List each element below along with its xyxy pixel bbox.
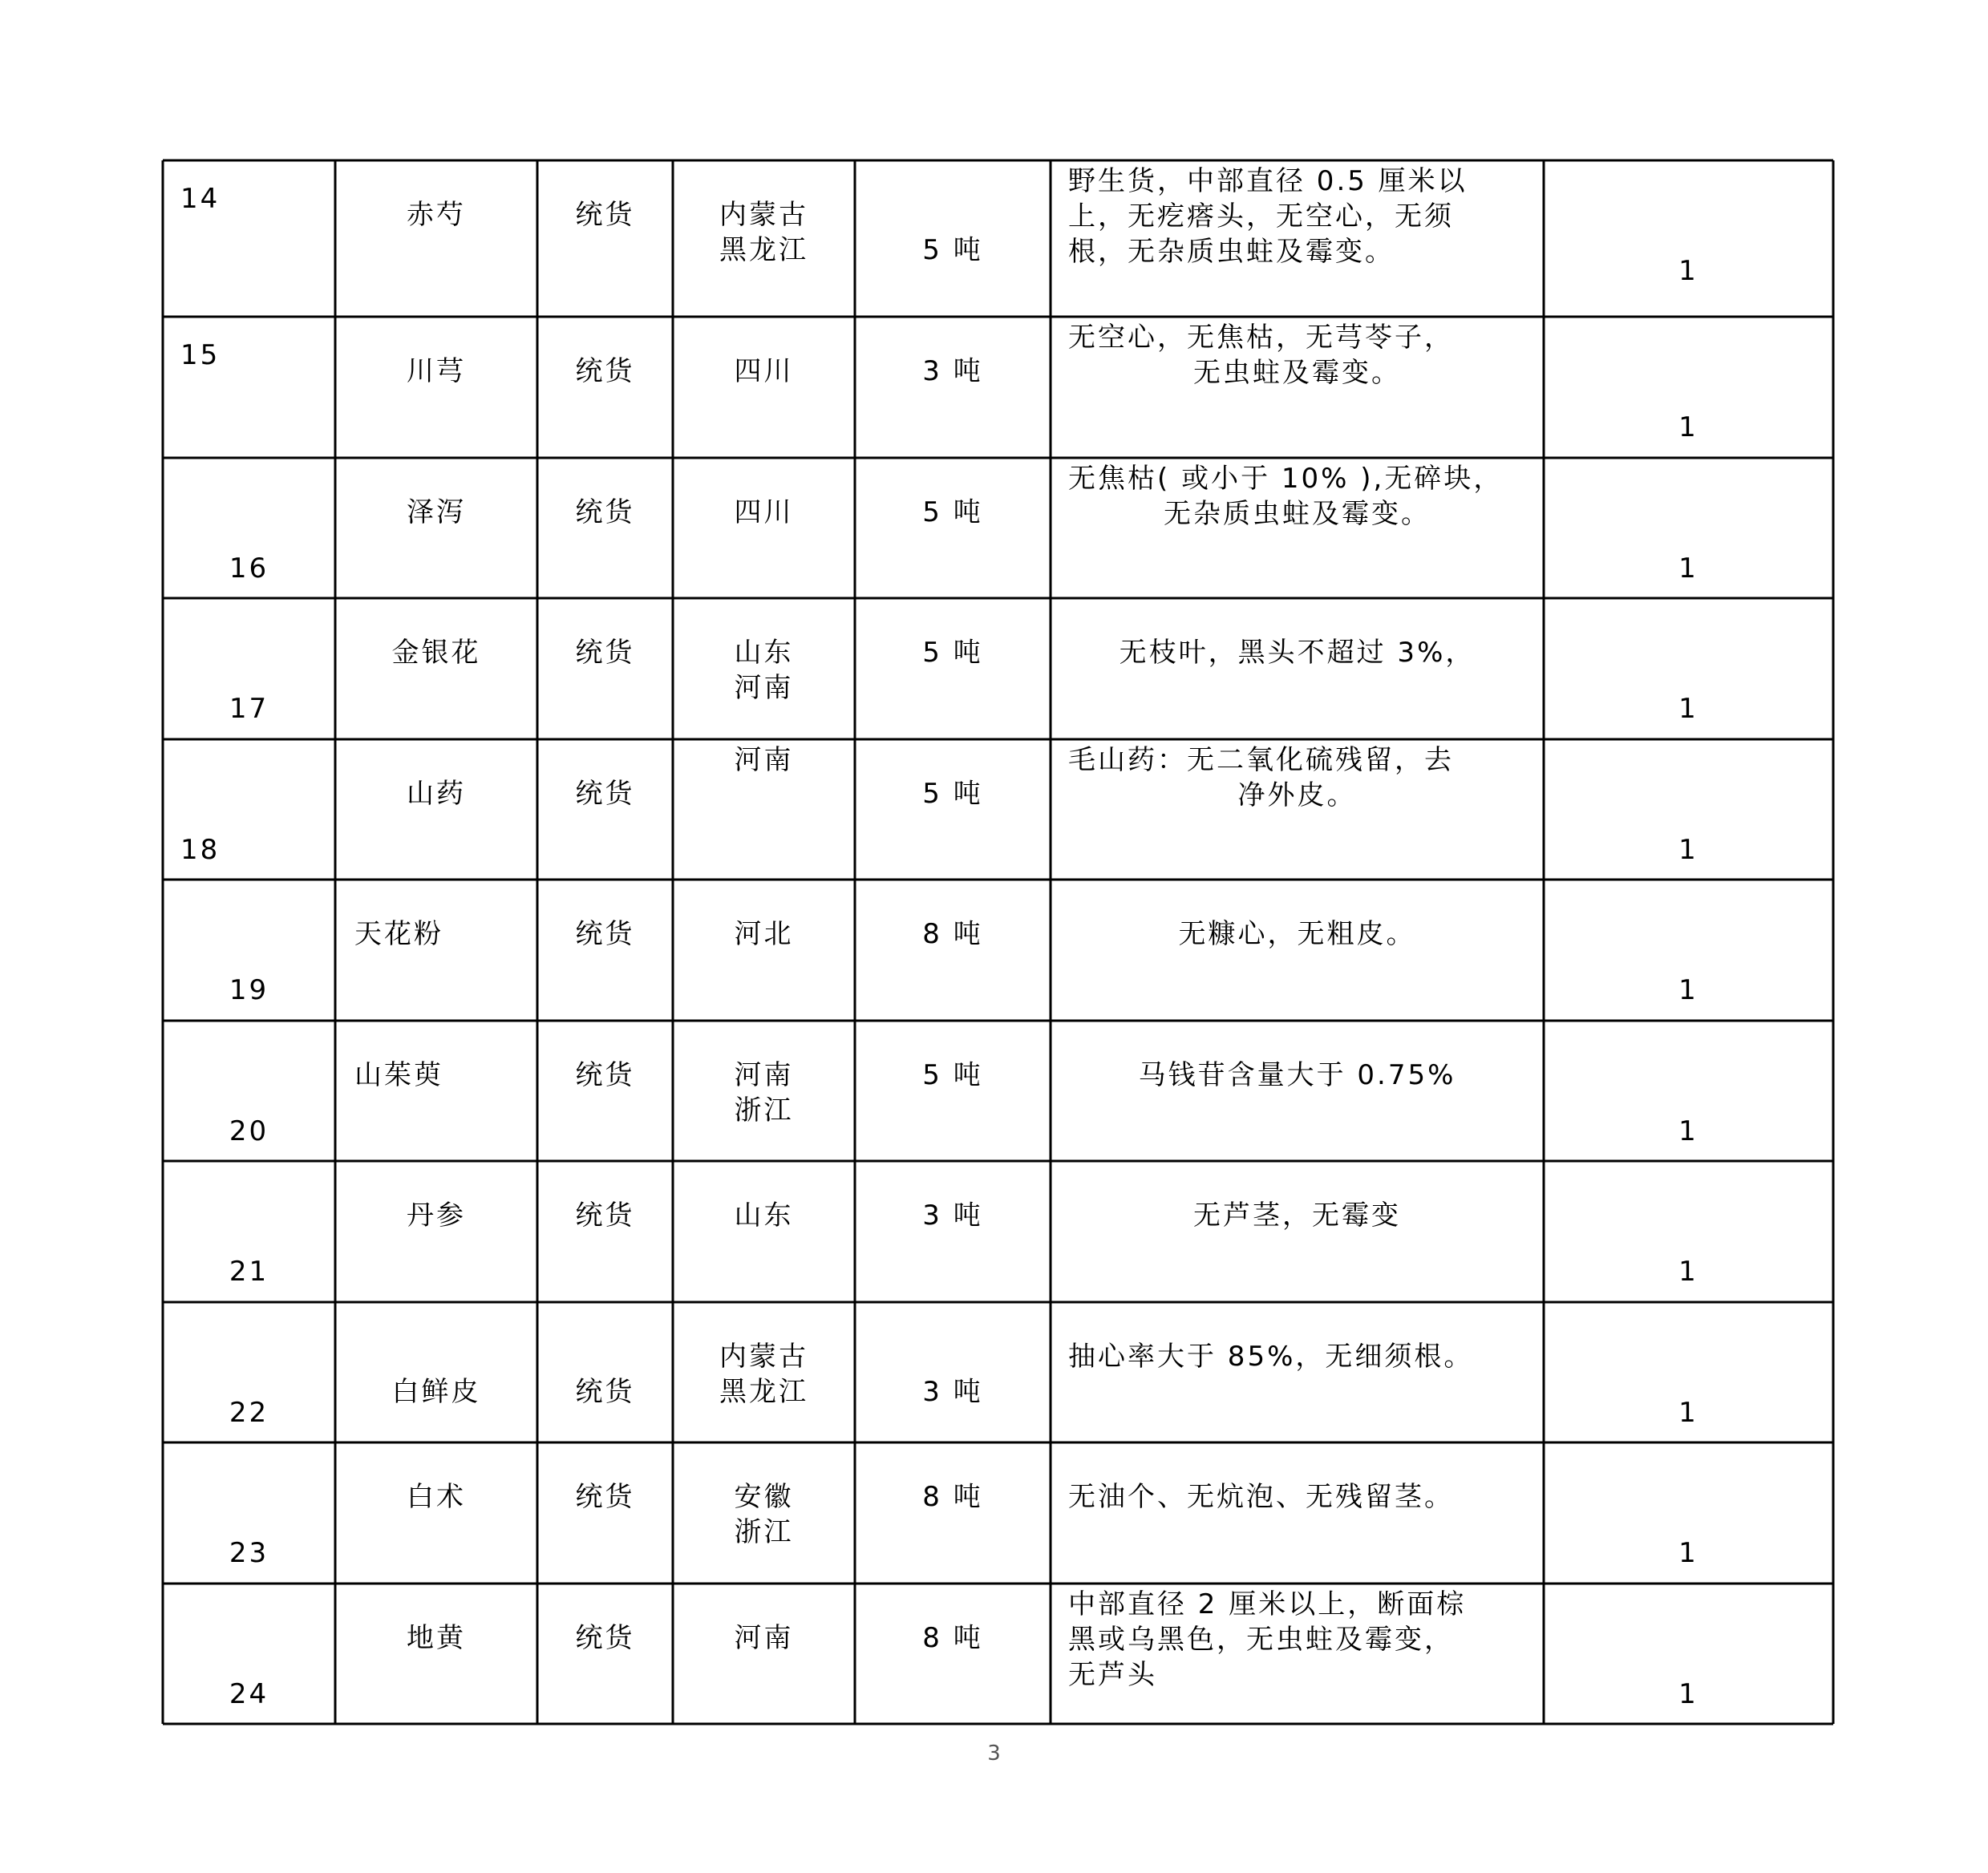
origin: 河南 (734, 744, 794, 776)
quantity: 3 吨 (922, 1376, 983, 1408)
quantity: 8 吨 (922, 1481, 983, 1513)
count: 1 (1678, 834, 1699, 866)
herb-name: 山药 (407, 778, 466, 810)
quality-requirement: 中部直径 2 厘米以上，断面棕 (1068, 1588, 1467, 1620)
quantity: 3 吨 (922, 355, 983, 387)
count: 1 (1678, 1256, 1699, 1288)
grade: 统货 (575, 1376, 635, 1408)
origin: 黑龙江 (719, 234, 808, 266)
row-index: 14 (180, 183, 221, 215)
herb-name: 山茱萸 (354, 1059, 443, 1091)
row-index: 15 (180, 339, 221, 371)
quantity: 3 吨 (922, 1199, 983, 1232)
count: 1 (1678, 1397, 1699, 1429)
count: 1 (1678, 1678, 1699, 1710)
herb-name: 赤芍 (407, 199, 466, 231)
grade: 统货 (575, 1481, 635, 1513)
quality-requirement: 无糠心，无粗皮。 (1178, 918, 1416, 950)
origin: 山东 (734, 1199, 794, 1232)
grade: 统货 (575, 918, 635, 950)
origin: 河北 (734, 918, 794, 950)
count: 1 (1678, 974, 1699, 1006)
herb-name: 川芎 (407, 355, 466, 387)
origin: 浙江 (734, 1516, 794, 1548)
quality-requirement: 无杂质虫蛀及霉变。 (1164, 498, 1431, 530)
quality-requirement: 根，无杂质虫蛀及霉变。 (1068, 236, 1395, 268)
herb-name: 金银花 (391, 637, 481, 669)
grade: 统货 (575, 496, 635, 528)
quality-requirement: 无焦枯( 或小于 10% ),无碎块， (1068, 463, 1504, 495)
quality-requirement: 上，无疙瘩头，无空心，无须 (1068, 200, 1454, 233)
page-number: 3 (987, 1742, 1001, 1766)
herb-name: 丹参 (407, 1199, 466, 1232)
quantity: 5 吨 (922, 637, 983, 669)
quality-requirement: 黑或乌黑色，无虫蛀及霉变， (1068, 1624, 1454, 1656)
count: 1 (1678, 255, 1699, 287)
origin: 黑龙江 (719, 1376, 808, 1408)
count: 1 (1678, 1115, 1699, 1147)
count: 1 (1678, 693, 1699, 725)
row-index: 23 (229, 1537, 269, 1569)
count: 1 (1678, 411, 1699, 443)
row-index: 21 (229, 1256, 269, 1288)
quality-requirement: 抽心率大于 85%，无细须根。 (1068, 1341, 1474, 1373)
quality-requirement: 野生货，中部直径 0.5 厘米以 (1068, 165, 1468, 197)
quantity: 5 吨 (922, 496, 983, 528)
quality-requirement: 毛山药：无二氧化硫残留，去 (1068, 744, 1454, 776)
quality-requirement: 无虫蛀及霉变。 (1193, 357, 1401, 389)
row-index: 22 (229, 1397, 269, 1429)
count: 1 (1678, 552, 1699, 585)
row-index: 16 (229, 552, 269, 585)
quantity: 8 吨 (922, 918, 983, 950)
origin: 浙江 (734, 1094, 794, 1127)
quality-requirement: 无空心，无焦枯，无芎苓子， (1068, 322, 1454, 354)
quality-requirement: 无芦头 (1068, 1659, 1157, 1691)
quantity: 5 吨 (922, 234, 983, 266)
row-index: 19 (229, 974, 269, 1006)
row-index: 24 (229, 1678, 269, 1710)
row-index: 20 (229, 1115, 269, 1147)
grade: 统货 (575, 199, 635, 231)
origin: 河南 (734, 1622, 794, 1654)
origin: 四川 (734, 496, 794, 528)
grade: 统货 (575, 778, 635, 810)
herb-name: 白术 (407, 1481, 466, 1513)
quality-requirement: 无枝叶，黑头不超过 3%， (1119, 637, 1476, 669)
origin: 内蒙古 (719, 199, 808, 231)
row-index: 17 (229, 693, 269, 725)
quality-requirement: 无芦茎，无霉变 (1193, 1199, 1401, 1232)
count: 1 (1678, 1537, 1699, 1569)
quantity: 5 吨 (922, 778, 983, 810)
origin: 河南 (734, 672, 794, 704)
origin: 四川 (734, 355, 794, 387)
herb-name: 地黄 (407, 1622, 466, 1654)
origin: 河南 (734, 1059, 794, 1091)
herb-name: 天花粉 (354, 918, 443, 950)
grade: 统货 (575, 1622, 635, 1654)
herb-name: 白鲜皮 (391, 1376, 481, 1408)
herb-name: 泽泻 (407, 496, 466, 528)
quality-requirement: 净外皮。 (1237, 779, 1357, 811)
grade: 统货 (575, 637, 635, 669)
quality-requirement: 无油个、无炕泡、无残留茎。 (1068, 1481, 1454, 1513)
quality-requirement: 马钱苷含量大于 0.75% (1138, 1059, 1456, 1091)
quantity: 5 吨 (922, 1059, 983, 1091)
origin: 安徽 (734, 1481, 794, 1513)
grade: 统货 (575, 1199, 635, 1232)
origin: 内蒙古 (719, 1341, 808, 1373)
quantity: 8 吨 (922, 1622, 983, 1654)
grade: 统货 (575, 355, 635, 387)
row-index: 18 (180, 834, 221, 866)
origin: 山东 (734, 637, 794, 669)
grade: 统货 (575, 1059, 635, 1091)
